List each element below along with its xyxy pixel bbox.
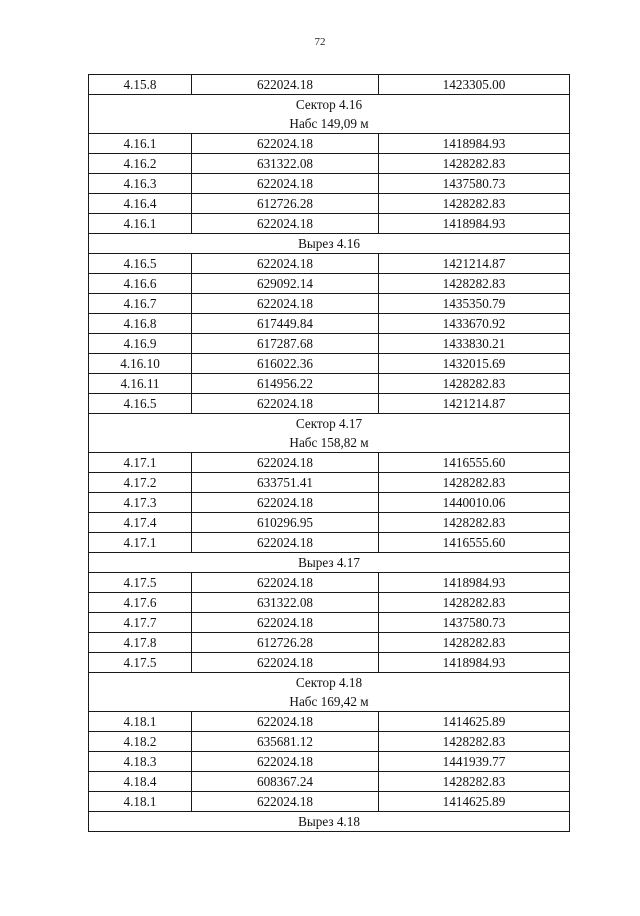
- section-header-cell: [89, 234, 570, 254]
- table-row: [89, 154, 570, 174]
- x-coordinate-cell: 622024.18: [192, 174, 379, 194]
- table-row: [89, 473, 570, 493]
- section-header-cell: [89, 95, 570, 134]
- section-title: Сектор 4.17: [295, 416, 363, 431]
- x-coordinate-cell: 622024.18: [192, 573, 379, 593]
- table-row: [89, 354, 570, 374]
- x-coordinate-cell: 608367.24: [192, 772, 379, 792]
- x-coordinate-cell: 631322.08: [192, 593, 379, 613]
- table-row: [89, 394, 570, 414]
- x-coordinate-cell: 622024.18: [192, 613, 379, 633]
- coordinates-table-body: [89, 75, 570, 832]
- y-coordinate-cell: 1428282.83: [379, 633, 570, 653]
- point-id-cell: 4.17.2: [89, 473, 192, 493]
- section-subtitle: Набс 158,82 м: [289, 435, 369, 450]
- x-coordinate-cell: 633751.41: [192, 473, 379, 493]
- section-header-row: [89, 673, 570, 712]
- section-header-row: [89, 234, 570, 254]
- y-coordinate-cell: 1421214.87: [379, 394, 570, 414]
- point-id-cell: 4.18.1: [89, 712, 192, 732]
- table-row: [89, 274, 570, 294]
- y-coordinate-cell: 1428282.83: [379, 732, 570, 752]
- page-number: 72: [314, 36, 326, 48]
- point-id-cell: 4.16.5: [89, 394, 192, 414]
- x-coordinate-cell: 631322.08: [192, 154, 379, 174]
- x-coordinate-cell: 616022.36: [192, 354, 379, 374]
- point-id-cell: 4.17.5: [89, 653, 192, 673]
- x-coordinate-cell: 622024.18: [192, 254, 379, 274]
- y-coordinate-cell: 1428282.83: [379, 513, 570, 533]
- y-coordinate-cell: 1428282.83: [379, 772, 570, 792]
- table-row: [89, 533, 570, 553]
- x-coordinate-cell: 622024.18: [192, 792, 379, 812]
- x-coordinate-cell: 622024.18: [192, 294, 379, 314]
- x-coordinate-cell: 622024.18: [192, 214, 379, 234]
- y-coordinate-cell: 1428282.83: [379, 194, 570, 214]
- point-id-cell: 4.17.1: [89, 453, 192, 473]
- point-id-cell: 4.16.1: [89, 214, 192, 234]
- point-id-cell: 4.16.11: [89, 374, 192, 394]
- table-row: [89, 513, 570, 533]
- x-coordinate-cell: 617449.84: [192, 314, 379, 334]
- point-id-cell: 4.16.4: [89, 194, 192, 214]
- table-row: [89, 633, 570, 653]
- x-coordinate-cell: 622024.18: [192, 134, 379, 154]
- point-id-cell: 4.16.1: [89, 134, 192, 154]
- section-subtitle: Набс 149,09 м: [289, 116, 369, 131]
- table-row: [89, 453, 570, 473]
- y-coordinate-cell: 1440010.06: [379, 493, 570, 513]
- y-coordinate-cell: 1428282.83: [379, 274, 570, 294]
- section-title: Вырез 4.18: [298, 814, 360, 829]
- x-coordinate-cell: 617287.68: [192, 334, 379, 354]
- x-coordinate-cell: 622024.18: [192, 453, 379, 473]
- section-header-cell: [89, 414, 570, 453]
- point-id-cell: 4.16.6: [89, 274, 192, 294]
- section-header-cell: [89, 553, 570, 573]
- x-coordinate-cell: 622024.18: [192, 75, 379, 95]
- y-coordinate-cell: 1418984.93: [379, 653, 570, 673]
- y-coordinate-cell: 1437580.73: [379, 613, 570, 633]
- y-coordinate-cell: 1437580.73: [379, 174, 570, 194]
- x-coordinate-cell: 622024.18: [192, 712, 379, 732]
- section-header-row: [89, 95, 570, 134]
- table-row: [89, 194, 570, 214]
- point-id-cell: 4.16.3: [89, 174, 192, 194]
- point-id-cell: 4.16.9: [89, 334, 192, 354]
- point-id-cell: 4.18.1: [89, 792, 192, 812]
- y-coordinate-cell: 1428282.83: [379, 473, 570, 493]
- table-row: [89, 294, 570, 314]
- coordinates-table: [88, 74, 570, 832]
- point-id-cell: 4.18.4: [89, 772, 192, 792]
- x-coordinate-cell: 622024.18: [192, 653, 379, 673]
- section-header-row: [89, 414, 570, 453]
- table-row: [89, 174, 570, 194]
- y-coordinate-cell: 1416555.60: [379, 453, 570, 473]
- table-row: [89, 214, 570, 234]
- y-coordinate-cell: 1418984.93: [379, 214, 570, 234]
- point-id-cell: 4.17.6: [89, 593, 192, 613]
- table-row: [89, 752, 570, 772]
- section-title: Сектор 4.18: [295, 675, 363, 690]
- y-coordinate-cell: 1433830.21: [379, 334, 570, 354]
- section-header-cell: [89, 673, 570, 712]
- point-id-cell: 4.18.3: [89, 752, 192, 772]
- y-coordinate-cell: 1432015.69: [379, 354, 570, 374]
- point-id-cell: 4.17.4: [89, 513, 192, 533]
- y-coordinate-cell: 1435350.79: [379, 294, 570, 314]
- point-id-cell: 4.16.5: [89, 254, 192, 274]
- x-coordinate-cell: 622024.18: [192, 533, 379, 553]
- point-id-cell: 4.18.2: [89, 732, 192, 752]
- table-row: [89, 75, 570, 95]
- y-coordinate-cell: 1423305.00: [379, 75, 570, 95]
- x-coordinate-cell: 614956.22: [192, 374, 379, 394]
- y-coordinate-cell: 1428282.83: [379, 374, 570, 394]
- section-title: Вырез 4.16: [298, 236, 360, 251]
- section-header-row: [89, 812, 570, 832]
- table-row: [89, 334, 570, 354]
- y-coordinate-cell: 1428282.83: [379, 154, 570, 174]
- y-coordinate-cell: 1418984.93: [379, 573, 570, 593]
- y-coordinate-cell: 1421214.87: [379, 254, 570, 274]
- table-row: [89, 374, 570, 394]
- y-coordinate-cell: 1414625.89: [379, 792, 570, 812]
- section-header-row: [89, 553, 570, 573]
- y-coordinate-cell: 1414625.89: [379, 712, 570, 732]
- section-title: Сектор 4.16: [295, 97, 363, 112]
- point-id-cell: 4.16.2: [89, 154, 192, 174]
- section-header-cell: [89, 812, 570, 832]
- table-row: [89, 254, 570, 274]
- table-row: [89, 573, 570, 593]
- table-row: [89, 314, 570, 334]
- table-row: [89, 134, 570, 154]
- x-coordinate-cell: 635681.12: [192, 732, 379, 752]
- table-row: [89, 772, 570, 792]
- section-title: Вырез 4.17: [298, 555, 360, 570]
- y-coordinate-cell: 1428282.83: [379, 593, 570, 613]
- point-id-cell: 4.17.3: [89, 493, 192, 513]
- table-row: [89, 493, 570, 513]
- y-coordinate-cell: 1433670.92: [379, 314, 570, 334]
- x-coordinate-cell: 622024.18: [192, 394, 379, 414]
- table-row: [89, 712, 570, 732]
- point-id-cell: 4.16.10: [89, 354, 192, 374]
- table-row: [89, 613, 570, 633]
- x-coordinate-cell: 622024.18: [192, 493, 379, 513]
- y-coordinate-cell: 1441939.77: [379, 752, 570, 772]
- y-coordinate-cell: 1418984.93: [379, 134, 570, 154]
- x-coordinate-cell: 629092.14: [192, 274, 379, 294]
- point-id-cell: 4.16.8: [89, 314, 192, 334]
- point-id-cell: 4.15.8: [89, 75, 192, 95]
- point-id-cell: 4.16.7: [89, 294, 192, 314]
- point-id-cell: 4.17.8: [89, 633, 192, 653]
- x-coordinate-cell: 610296.95: [192, 513, 379, 533]
- y-coordinate-cell: 1416555.60: [379, 533, 570, 553]
- table-row: [89, 593, 570, 613]
- point-id-cell: 4.17.7: [89, 613, 192, 633]
- table-row: [89, 732, 570, 752]
- x-coordinate-cell: 612726.28: [192, 633, 379, 653]
- table-row: [89, 792, 570, 812]
- table-row: [89, 653, 570, 673]
- point-id-cell: 4.17.5: [89, 573, 192, 593]
- x-coordinate-cell: 622024.18: [192, 752, 379, 772]
- section-subtitle: Набс 169,42 м: [289, 694, 369, 709]
- x-coordinate-cell: 612726.28: [192, 194, 379, 214]
- point-id-cell: 4.17.1: [89, 533, 192, 553]
